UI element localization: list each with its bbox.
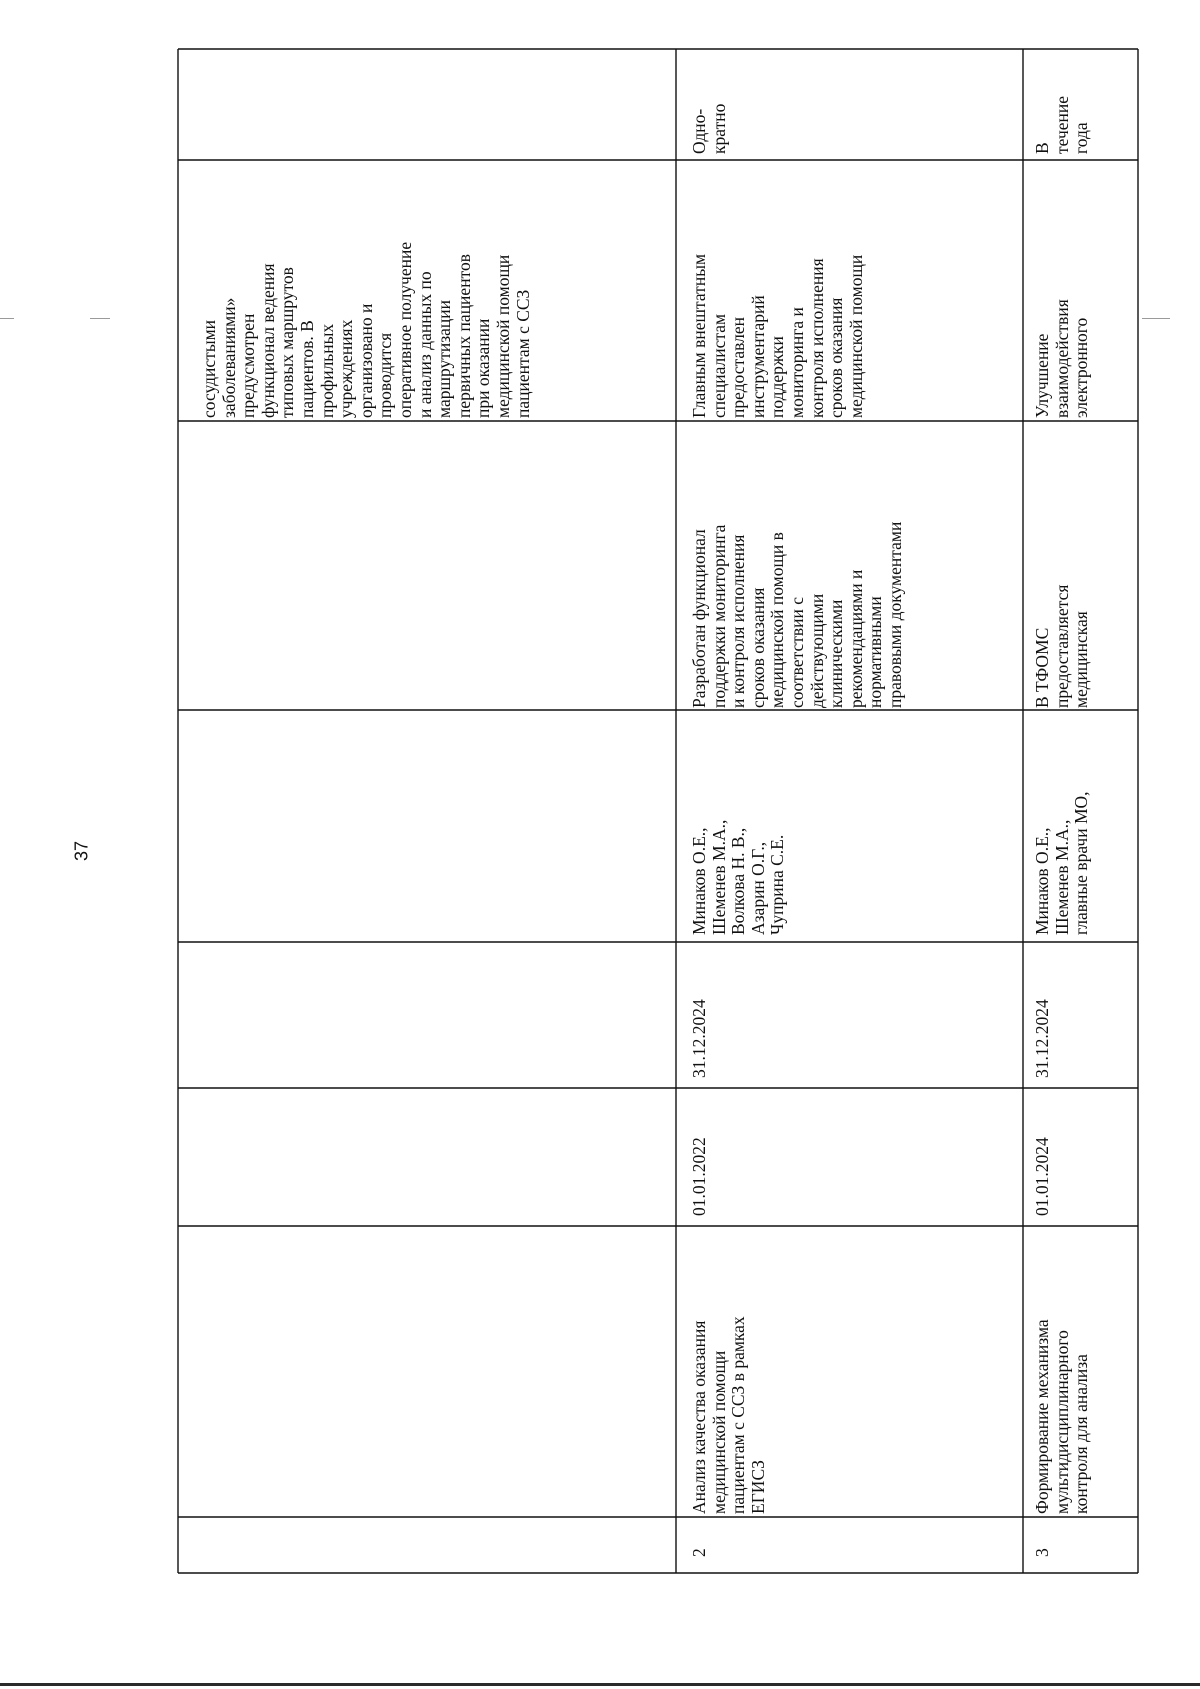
result-text: Разработан функционал поддержки мониторинга и контроля исполнения сроков оказания медицинской помощи в соответствии с действующими клиническими рекомендациями и нормативными правовыми документами: [689, 521, 905, 708]
table-row-2-period: [676, 49, 1023, 160]
table-row-3-num: [1023, 1517, 1138, 1573]
responsible-persons: Минаков О.Е., Шеменев М.А., Волкова Н. В., Азарин О.Г., Чуприна С.Е.: [689, 819, 788, 935]
table-row-1-outcome: [178, 160, 676, 421]
table-row-2-start: [676, 1088, 1023, 1226]
table-row-2-num: [676, 1517, 1023, 1573]
table-row-3-responsible: [1023, 710, 1138, 942]
bottom-rule: [0, 1683, 1200, 1686]
table-row-2-end: [676, 942, 1023, 1088]
responsible-persons: Минаков О.Е., Шеменев М.А., главные врачи МО,: [1032, 791, 1092, 935]
start-date: 01.01.2024: [1032, 1137, 1052, 1216]
table-row-2-result: [676, 421, 1023, 710]
period-text: Одно- кратно: [689, 103, 729, 154]
event-name: Формирование механизма мультидисциплинарного контроля для анализа: [1032, 1319, 1092, 1514]
table-row-3-period: [1023, 49, 1138, 160]
outcome-text: Улучшение взаимодействия электронного: [1032, 299, 1092, 418]
period-text: В течение года: [1032, 95, 1092, 154]
page-number: 37: [71, 840, 92, 862]
table-row-2-name: [676, 1226, 1023, 1517]
end-date: 31.12.2024: [689, 999, 709, 1078]
table-row-3-outcome: [1023, 160, 1138, 421]
table-row-3-name: [1023, 1226, 1138, 1517]
table-row-2-responsible: [676, 710, 1023, 942]
result-text: В ТФОМС предоставляется медицинская: [1032, 584, 1092, 708]
table-row-3-result: [1023, 421, 1138, 710]
table-row-2-outcome: [676, 160, 1023, 421]
start-date: 01.01.2022: [689, 1137, 709, 1216]
row-number: 3: [1032, 1548, 1052, 1557]
outcome-text: сосудистыми заболеваниями» предусмотрен функционал ведения типовых маршрутов пациентов. В профильных учреждениях организовано и проводится оперативное получение и анализ данных по маршрутизации первичных пациентов при оказании медицинской помощи пациентам с ССЗ: [199, 241, 533, 418]
outcome-text: Главным внештатным специалистам предоставлен инструментарий поддержки мониторинга и контроля исполнения сроков оказания медицинской помощи: [689, 253, 866, 418]
end-date: 31.12.2024: [1032, 999, 1052, 1078]
event-name: Анализ качества оказания медицинской помощи пациентам с ССЗ в рамках ЕГИСЗ: [689, 1316, 768, 1514]
table-row-3-start: [1023, 1088, 1138, 1226]
table-row-3-end: [1023, 942, 1138, 1088]
row-number: 2: [689, 1548, 709, 1557]
